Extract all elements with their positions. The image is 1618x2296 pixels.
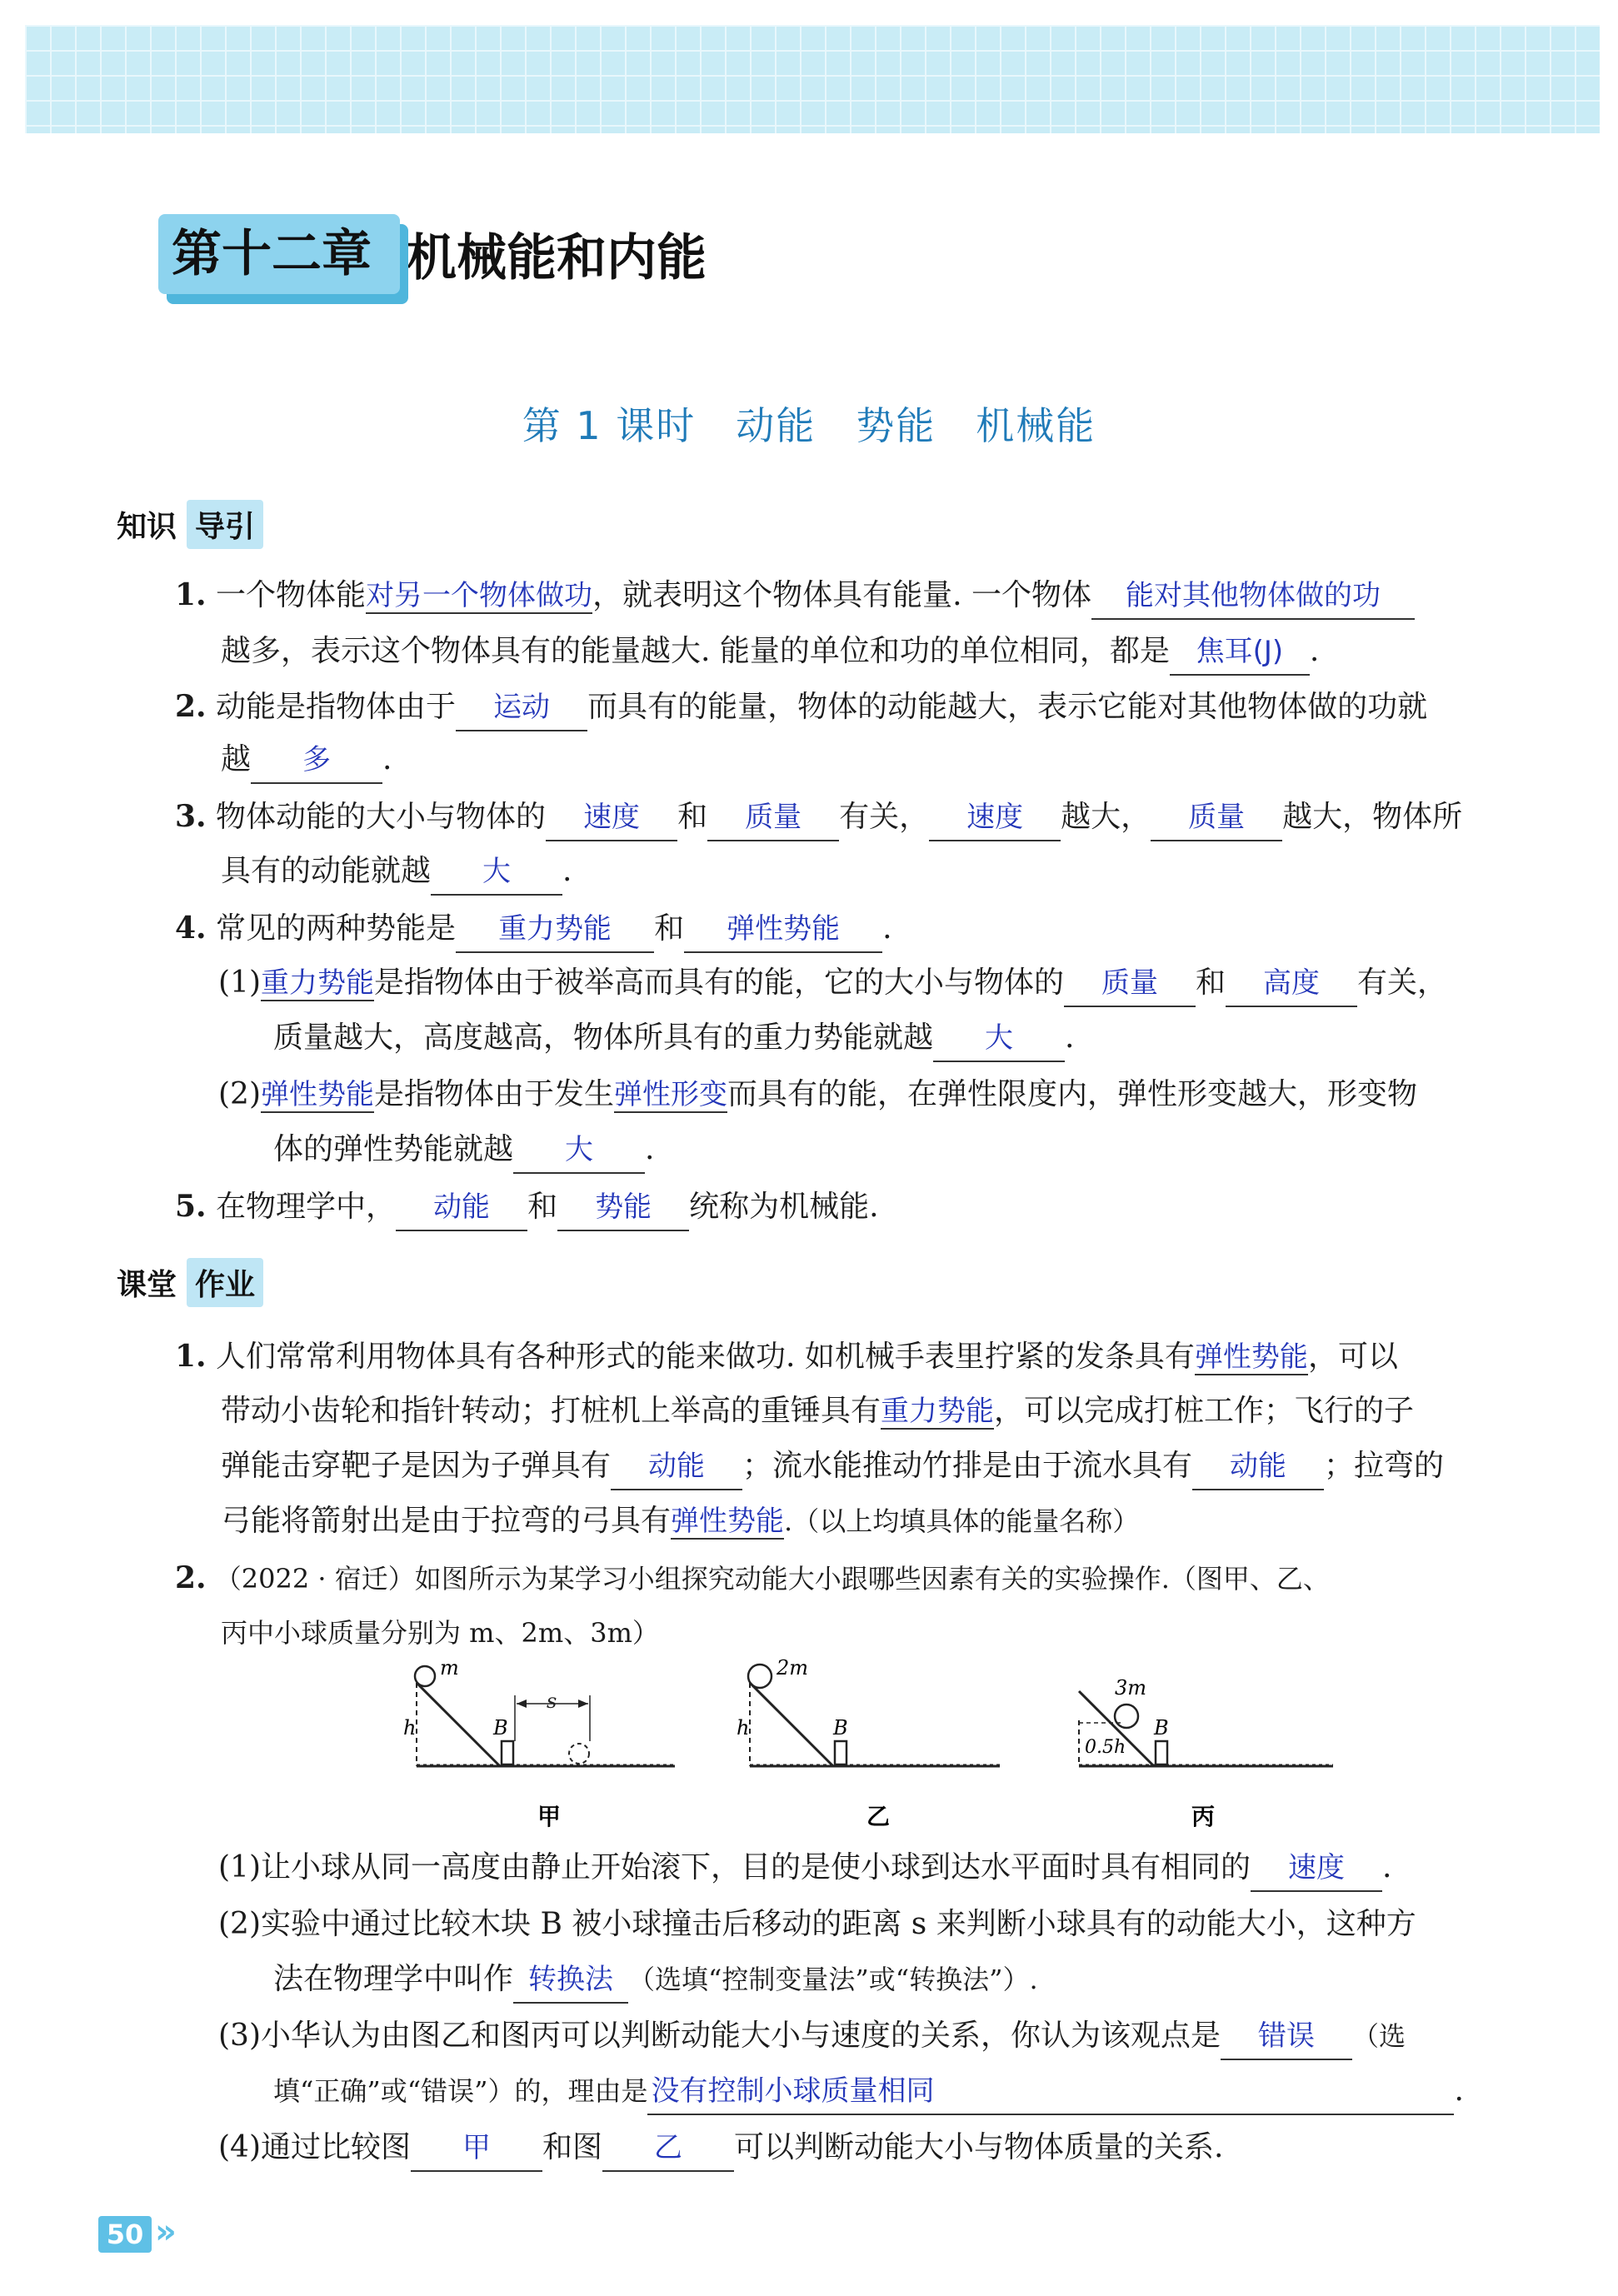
question-number: 1. — [175, 1339, 207, 1374]
chapter-heading — [158, 208, 707, 300]
section-homework-prefix: 课堂 — [117, 1268, 177, 1302]
answer-blank[interactable]: 没有控制小球质量相同 — [647, 2069, 1454, 2115]
answer-blank[interactable]: 重力势能 — [456, 906, 654, 953]
page-arrow-icon: » — [155, 2213, 177, 2251]
answer-blank[interactable]: 动能 — [611, 1444, 742, 1490]
guide-q3-line1 — [175, 791, 1462, 842]
lesson-title: 第 1 课时 动能 势能 机械能 — [522, 403, 1096, 448]
guide-q2-line2 — [221, 735, 392, 785]
question-text: 一个物体能 — [216, 578, 367, 612]
section-homework-heading — [117, 1258, 263, 1307]
answer-blank[interactable]: 对另一个物体做功 — [366, 579, 593, 612]
answer-blank[interactable]: 重力势能 — [881, 1395, 995, 1428]
question-text: (2)实验中通过比较木块 B 被小球撞击后移动的距离 s 来判断小球具有的动能大小，这种方 — [218, 1907, 1416, 1941]
ball-moved-icon — [569, 1744, 589, 1764]
question-text: 和 — [654, 911, 685, 946]
answer-blank[interactable]: 动能 — [1192, 1444, 1324, 1490]
ball-icon — [748, 1665, 772, 1688]
header-grid-band — [25, 25, 1600, 133]
question-text: 而具有的能，在弹性限度内，弹性形变越大，形变物 — [727, 1077, 1418, 1111]
question-text: （选 — [1352, 2020, 1406, 2052]
fig-yi-block: B — [833, 1716, 848, 1739]
figure-jia — [403, 1658, 675, 1830]
guide-q4-sub2-line2 — [273, 1125, 654, 1175]
homework-q2-line2 — [221, 1608, 659, 1658]
question-text: （2022 · 宿迁）如图所示为某学习小组探究动能大小跟哪些因素有关的实验操作.（图甲、乙、 — [214, 1563, 1330, 1595]
guide-q4-line1 — [175, 903, 892, 954]
answer-blank[interactable]: 甲 — [411, 2125, 542, 2172]
question-text: 是指物体由于被举高而具有的能，它的大小与物体的 — [374, 966, 1065, 1000]
question-text: 越大，物体所 — [1282, 800, 1463, 834]
question-text: ，就表明这个物体具有能量. 一个物体 — [592, 578, 1091, 612]
question-text: 质量越大，高度越高，物体所具有的重力势能就越 — [273, 1021, 934, 1055]
answer-blank[interactable]: 势能 — [557, 1185, 689, 1231]
homework-q1-line2 — [221, 1386, 1414, 1436]
question-text: . — [882, 911, 892, 946]
answer-blank[interactable]: 高度 — [1226, 961, 1357, 1007]
answer-blank[interactable]: 速度 — [546, 795, 677, 841]
question-text: 是指物体由于发生 — [374, 1077, 615, 1111]
question-text: 和 — [677, 800, 708, 834]
guide-q3-line2 — [221, 846, 572, 896]
question-number: 1. — [175, 577, 207, 612]
question-text: . — [1065, 1021, 1075, 1055]
answer-blank[interactable]: 质量 — [1064, 961, 1196, 1007]
homework-q2-part2-line1 — [218, 1899, 1416, 1949]
question-text: 填“正确”或“错误”）的，理由是 — [273, 2075, 648, 2107]
question-text: . — [382, 742, 392, 776]
question-text: (4)通过比较图 — [218, 2130, 411, 2164]
guide-q2-line1 — [175, 681, 1427, 732]
answer-blank[interactable]: 能对其他物体做的功 — [1091, 573, 1415, 620]
guide-q4-sub1-line2 — [273, 1013, 1074, 1063]
block-icon — [1156, 1741, 1167, 1764]
question-text: 可以判断动能大小与物体质量的关系. — [734, 2130, 1224, 2164]
answer-blank[interactable]: 弹性势能 — [261, 1078, 374, 1111]
homework-q2-line1 — [175, 1553, 1330, 1604]
section-guide-heading — [117, 500, 263, 549]
section-guide-tag: 导引 — [187, 500, 263, 549]
answer-blank[interactable]: 大 — [513, 1127, 645, 1174]
section-homework-tag: 作业 — [187, 1258, 263, 1307]
question-text: ，可以 — [1307, 1340, 1398, 1374]
fig-jia-caption: 甲 — [537, 1803, 562, 1830]
question-number: 2. — [175, 689, 207, 724]
question-text: . — [1382, 1850, 1392, 1884]
question-text: . — [1309, 634, 1320, 668]
question-number: 4. — [175, 911, 207, 946]
question-text: 具有的动能就越 — [221, 854, 432, 888]
question-text: 丙中小球质量分别为 m、2m、3m） — [221, 1617, 659, 1649]
figure-bing — [1079, 1676, 1333, 1830]
question-text: ；流水能推动竹排是由于流水具有 — [742, 1449, 1193, 1483]
sub-question-label: (1) — [218, 966, 261, 1000]
fig-yi-height: h — [737, 1716, 750, 1739]
ball-icon — [415, 1666, 435, 1686]
homework-q1-line3 — [221, 1441, 1444, 1491]
homework-q1-line4 — [221, 1496, 1139, 1546]
question-text: 在物理学中， — [216, 1190, 397, 1224]
answer-blank[interactable]: 动能 — [396, 1185, 527, 1231]
answer-blank[interactable]: 多 — [251, 737, 382, 784]
fig-yi-caption: 乙 — [866, 1803, 891, 1830]
question-text: 越多，表示这个物体具有的能量越大. 能量的单位和功的单位相同，都是 — [221, 634, 1170, 668]
fig-bing-block: B — [1154, 1716, 1169, 1739]
fig-jia-mass: m — [440, 1658, 459, 1680]
answer-blank[interactable]: 大 — [431, 849, 562, 896]
question-text: 弓能将箭射出是由于拉弯的弓具有 — [221, 1504, 672, 1538]
experiment-figures — [400, 1658, 1358, 1849]
question-text: (3)小华认为由图乙和图丙可以判断动能大小与速度的关系，你认为该观点是 — [218, 2019, 1221, 2053]
question-text: （选填“控制变量法”或“转换法”）. — [628, 1964, 1038, 1995]
answer-blank[interactable]: 错误 — [1221, 2014, 1352, 2060]
question-text: 动能是指物体由于 — [216, 690, 457, 724]
question-text: ；拉弯的 — [1324, 1449, 1445, 1483]
answer-blank[interactable]: 焦耳(J) — [1170, 629, 1310, 676]
question-text: 有关， — [839, 800, 930, 834]
guide-q5-line1 — [175, 1181, 879, 1232]
question-text: 和 — [1196, 966, 1226, 1000]
question-text: 统称为机械能. — [689, 1190, 879, 1224]
guide-q1-line2 — [221, 626, 1319, 676]
answer-blank[interactable]: 弹性势能 — [671, 1505, 785, 1538]
chapter-label: 第十二章 — [158, 214, 400, 294]
fig-jia-block: B — [493, 1716, 508, 1739]
answer-blank[interactable]: 弹性势能 — [684, 906, 882, 953]
question-text: 和图 — [542, 2130, 603, 2164]
question-text: 物体动能的大小与物体的 — [216, 800, 547, 834]
figure-yi — [737, 1658, 1000, 1830]
chapter-title: 机械能和内能 — [407, 229, 707, 287]
guide-q1-line1 — [175, 570, 1415, 621]
fig-jia-distance: s — [547, 1690, 557, 1713]
answer-blank[interactable]: 速度 — [929, 795, 1061, 841]
question-number: 5. — [175, 1189, 207, 1224]
question-text: (1)让小球从同一高度由静止开始滚下，目的是使小球到达水平面时具有相同的 — [218, 1850, 1251, 1884]
homework-q1-line1 — [175, 1331, 1398, 1382]
question-text: . — [645, 1132, 655, 1166]
fig-bing-height: 0.5h — [1085, 1737, 1126, 1758]
question-number: 3. — [175, 799, 207, 834]
answer-blank[interactable]: 重力势能 — [261, 966, 374, 1000]
question-text: 体的弹性势能就越 — [273, 1132, 514, 1166]
section-guide-prefix: 知识 — [117, 510, 177, 544]
question-text: 人们常常利用物体具有各种形式的能来做功. 如机械手表里拧紧的发条具有 — [216, 1340, 1195, 1374]
ball-icon — [1115, 1705, 1138, 1728]
question-number: 2. — [175, 1560, 207, 1595]
fig-bing-mass: 3m — [1115, 1676, 1147, 1700]
fig-jia-height: h — [403, 1716, 417, 1739]
homework-q2-part1 — [218, 1843, 1391, 1893]
question-text: . — [562, 854, 572, 888]
question-text: .（以上均填具体的能量名称） — [784, 1505, 1140, 1537]
guide-q4-sub1-line1 — [218, 958, 1447, 1008]
question-text: 法在物理学中叫作 — [273, 1962, 514, 1996]
answer-blank[interactable]: 乙 — [602, 2125, 734, 2172]
block-icon — [835, 1741, 846, 1764]
homework-q2-part3-line2 — [273, 2066, 1464, 2116]
sub-question-label: (2) — [218, 1077, 261, 1111]
question-text: 和 — [527, 1190, 558, 1224]
question-text: . — [1454, 2074, 1464, 2108]
answer-blank[interactable]: 大 — [933, 1016, 1065, 1062]
question-text: 越大， — [1061, 800, 1151, 834]
answer-blank[interactable]: 运动 — [456, 685, 587, 731]
question-text: ，可以完成打桩工作；飞行的子 — [994, 1394, 1415, 1428]
fig-bing-caption: 丙 — [1191, 1803, 1216, 1830]
question-text: 而具有的能量，物体的动能越大，表示它能对其他物体做的功就 — [587, 690, 1428, 724]
homework-q2-part4 — [218, 2123, 1223, 2173]
question-text: 常见的两种势能是 — [216, 911, 457, 946]
answer-blank[interactable]: 速度 — [1251, 1845, 1382, 1892]
question-text: 弹能击穿靶子是因为子弹具有 — [221, 1449, 612, 1483]
block-icon — [502, 1741, 513, 1764]
question-text: 带动小齿轮和指针转动；打桩机上举高的重锤具有 — [221, 1394, 881, 1428]
question-text: 有关， — [1357, 966, 1448, 1000]
answer-blank[interactable]: 质量 — [707, 795, 839, 841]
answer-blank[interactable]: 质量 — [1151, 795, 1282, 841]
guide-q4-sub2-line1 — [218, 1070, 1417, 1120]
fig-yi-mass: 2m — [777, 1658, 809, 1680]
answer-blank[interactable]: 转换法 — [513, 1957, 628, 2004]
answer-blank[interactable]: 弹性形变 — [614, 1078, 728, 1111]
page-number: 50 — [98, 2216, 152, 2253]
homework-q2-part2-line2 — [273, 1954, 1038, 2004]
homework-q2-part3-line1 — [218, 2011, 1406, 2061]
question-text: 越 — [221, 742, 252, 776]
answer-blank[interactable]: 弹性势能 — [1194, 1340, 1308, 1374]
